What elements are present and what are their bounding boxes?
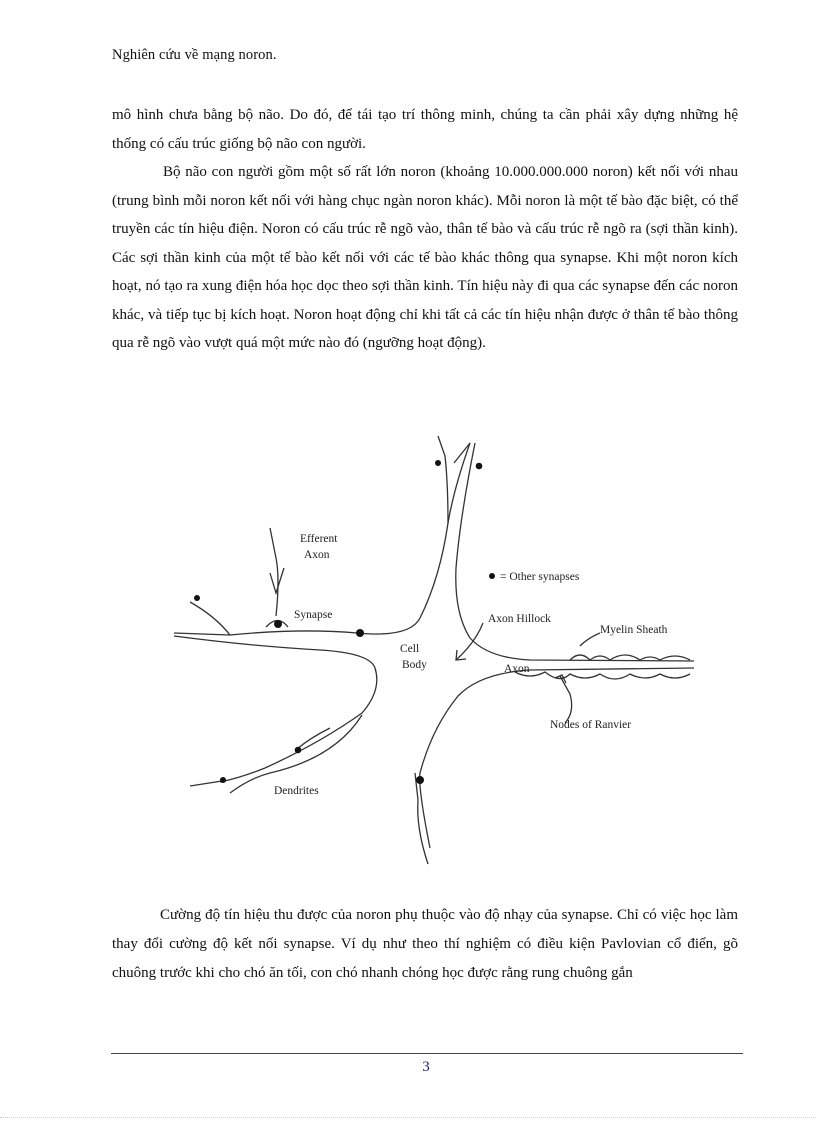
neuron-diagram-svg <box>170 428 700 878</box>
label-axon: Axon <box>504 663 530 675</box>
synapse-dot-top-2 <box>476 463 483 470</box>
efferent-axon <box>270 528 278 616</box>
synapse-dot <box>274 620 282 628</box>
dendrite-upper-left-lower-edge <box>174 636 377 782</box>
dendrite-bottom <box>415 773 428 864</box>
label-efferent: Efferent <box>300 533 338 545</box>
branch-bottom-left <box>190 781 222 786</box>
branch-left-2 <box>297 728 330 749</box>
efferent-arrow <box>270 568 284 593</box>
branch-top-1 <box>438 436 448 523</box>
label-cell: Cell <box>400 643 420 655</box>
legend-dot <box>489 573 495 579</box>
page-number: 3 <box>422 1059 430 1075</box>
axon-hillock-arrow <box>456 623 483 660</box>
myelin-arrow <box>580 633 600 646</box>
label-other-synapses: = Other synapses <box>500 571 580 583</box>
paragraph-2: Bộ não con người gồm một số rất lớn noron (khoảng 10.000.000.000 noron) kết nối với nhau (trung bình mỗi noron kết nối với hàng chục ngàn noron khác). Mỗi noron là một tế bào đặc biệt, có thể truyền các tín hiệu điện. Noron có cấu trúc rễ ngõ vào, thân tế bào và cấu trúc rễ ngõ ra (sợi thần kinh). Các sợi thần kinh của một tế bào kết nối với các tế bào khác thông qua synapse. Khi một noron kích hoạt, nó tạo ra xung điện hóa học dọc theo sợi thần kinh. Tín hiệu này đi qua các synapse đến các noron khác, và tiếp tục bị kích hoạt. Noron hoạt động chỉ khi tất cả các tín hiệu nhận được ở thân tế bào thông qua rễ ngõ vào vượt quá một mức nào đó (ngưỡng hoạt động). <box>112 164 738 351</box>
paragraph-3: Cường độ tín hiệu thu được của noron phụ thuộc vào độ nhạy của synapse. Chỉ có việc học làm thay đổi cường độ kết nối synapse. Ví dụ như theo thí nghiệm có điều kiện Pavlovian cổ điển, gõ chuông trước khi cho chó ăn tối, con chó nhanh chóng học được rằng rung chuông gắn <box>112 907 738 981</box>
dendrite-lower-right <box>420 668 694 848</box>
synapse-dot-left <box>194 595 200 601</box>
branch-left-1 <box>190 602 230 635</box>
label-axon-hillock: Axon Hillock <box>488 613 551 625</box>
page-bottom-border <box>0 1117 816 1118</box>
label-dendrites: Dendrites <box>274 785 319 797</box>
label-axon-top: Axon <box>304 549 330 561</box>
label-nodes-of-ranvier: Nodes of Ranvier <box>550 719 632 731</box>
synapse-dot-bottom <box>416 776 424 784</box>
myelin-bottom <box>515 672 690 679</box>
synapse-dot-far-left <box>220 777 226 783</box>
paragraph-1: mô hình chưa bằng bộ não. Do đó, để tái tạo trí thông minh, chúng ta cần phải xây dựng những hệ thống có cấu trúc giống bộ não con người. <box>112 107 738 152</box>
synapse-dot-lower-left <box>295 747 302 754</box>
neuron-diagram <box>170 428 700 878</box>
label-synapse: Synapse <box>294 609 333 621</box>
label-body: Body <box>402 659 427 671</box>
synapse-dot-center-left <box>356 629 364 637</box>
footer-divider <box>111 1053 743 1054</box>
label-myelin-sheath: Myelin Sheath <box>600 624 668 636</box>
myelin-top <box>570 655 690 660</box>
page-header: Nghiên cứu về mạng noron. <box>112 47 277 63</box>
branch-top-2 <box>454 443 470 463</box>
synapse-dot-top-1 <box>435 460 441 466</box>
